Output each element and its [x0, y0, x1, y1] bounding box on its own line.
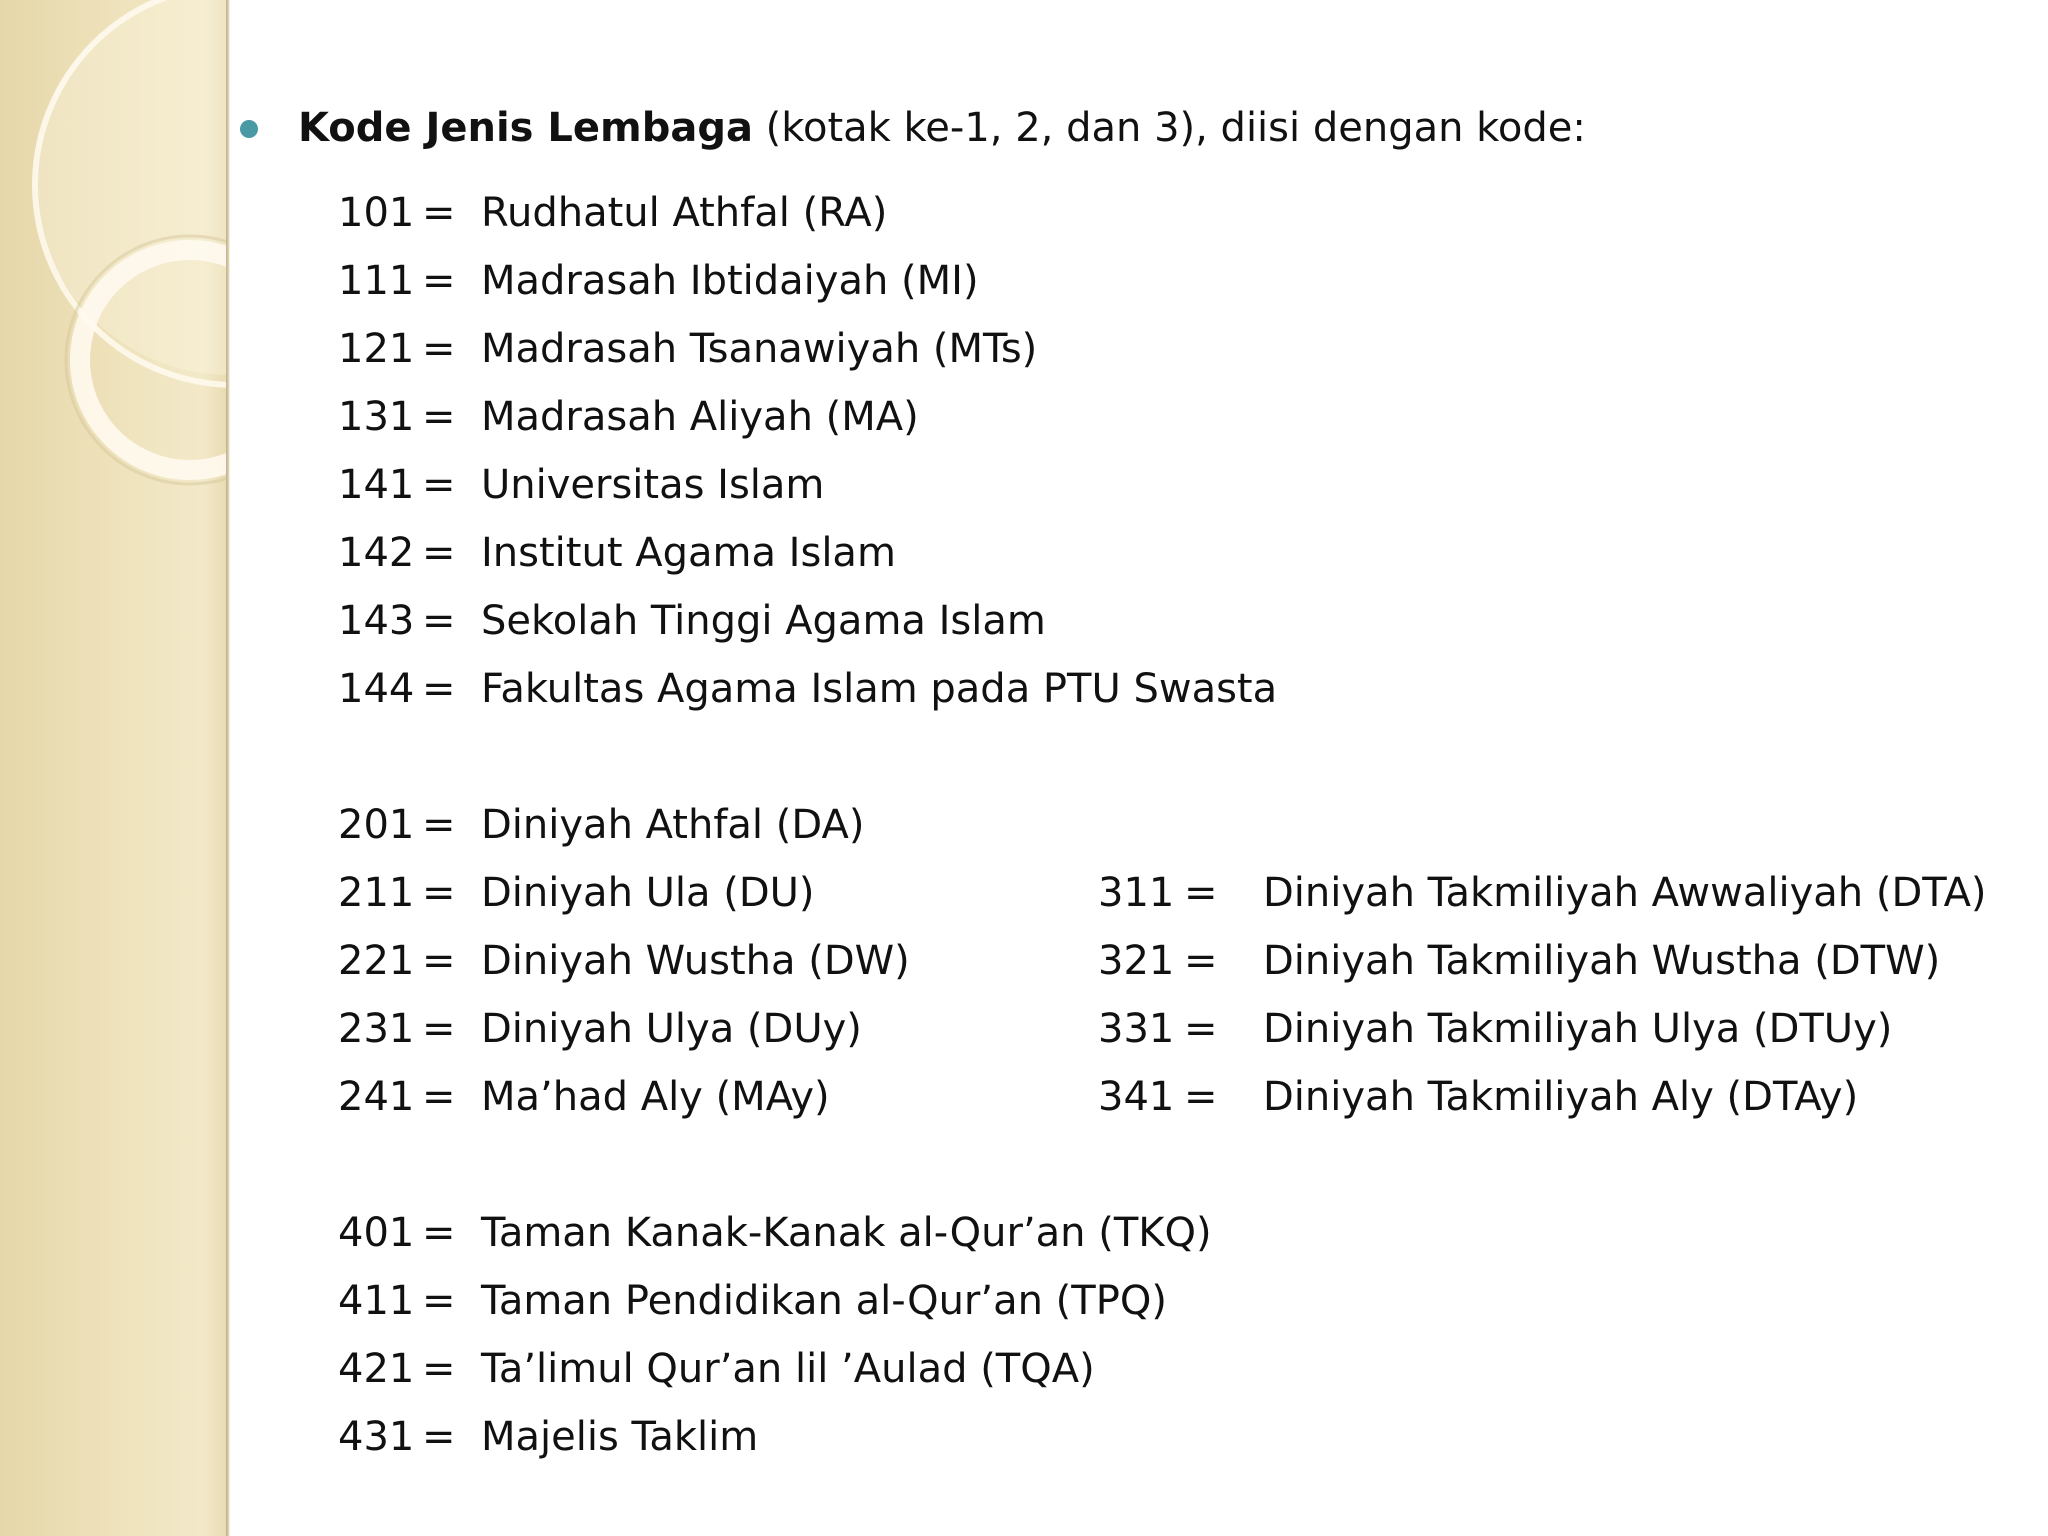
entry-label: Madrasah Ibtidaiyah (MI): [481, 258, 979, 304]
entry-separator: =: [422, 666, 456, 712]
entry-separator: =: [422, 190, 456, 236]
entry-code: 121: [338, 326, 415, 372]
entry-separator: =: [422, 938, 456, 984]
entry-label: Ta’limul Qur’an lil ’Aulad (TQA): [481, 1346, 1095, 1392]
entry-separator: =: [422, 1006, 456, 1052]
entry-label: Diniyah Athfal (DA): [481, 802, 865, 848]
entry-label: Diniyah Ulya (DUy): [481, 1006, 862, 1052]
entry-code: 142: [338, 530, 415, 576]
entry-label: Ma’had Aly (MAy): [481, 1074, 830, 1120]
decorative-rings-graphic: [0, 0, 226, 1536]
entry-code: 211: [338, 870, 415, 916]
entry-code: 111: [338, 258, 415, 304]
entry-label: Madrasah Aliyah (MA): [481, 394, 919, 440]
entry-code: 231: [338, 1006, 415, 1052]
entry-separator: =: [422, 1210, 456, 1256]
bullet-icon: [240, 120, 258, 138]
slide-heading: [298, 104, 1586, 152]
heading-text: (kotak ke-1, 2, dan 3), diisi dengan kode:: [752, 105, 1586, 151]
entry-label: Diniyah Takmiliyah Ulya (DTUy): [1263, 1006, 1893, 1052]
entry-code: 331: [1098, 1006, 1175, 1052]
entry-code: 221: [338, 938, 415, 984]
entry-label: Madrasah Tsanawiyah (MTs): [481, 326, 1038, 372]
entry-label: Diniyah Takmiliyah Wustha (DTW): [1263, 938, 1941, 984]
entry-separator: =: [422, 1278, 456, 1324]
entry-label: Taman Kanak-Kanak al-Qur’an (TKQ): [481, 1210, 1212, 1256]
entry-separator: =: [1184, 1006, 1218, 1052]
entry-code: 131: [338, 394, 415, 440]
entry-separator: =: [422, 258, 456, 304]
entry-code: 101: [338, 190, 415, 236]
entry-label: Institut Agama Islam: [481, 530, 896, 576]
entry-code: 144: [338, 666, 415, 712]
entry-separator: =: [422, 1414, 456, 1460]
entry-code: 341: [1098, 1074, 1175, 1120]
entry-label: Universitas Islam: [481, 462, 825, 508]
entry-code: 241: [338, 1074, 415, 1120]
entry-code: 321: [1098, 938, 1175, 984]
entry-label: Sekolah Tinggi Agama Islam: [481, 598, 1046, 644]
entry-code: 431: [338, 1414, 415, 1460]
entry-code: 411: [338, 1278, 415, 1324]
entry-separator: =: [1184, 1074, 1218, 1120]
entry-label: Fakultas Agama Islam pada PTU Swasta: [481, 666, 1278, 712]
entry-code: 311: [1098, 870, 1175, 916]
entry-code: 201: [338, 802, 415, 848]
entry-separator: =: [422, 1074, 456, 1120]
entry-code: 421: [338, 1346, 415, 1392]
entry-separator: =: [422, 598, 456, 644]
entry-separator: =: [422, 462, 456, 508]
entry-label: Majelis Taklim: [481, 1414, 759, 1460]
entry-label: Diniyah Takmiliyah Aly (DTAy): [1263, 1074, 1859, 1120]
entry-separator: =: [422, 326, 456, 372]
entry-code: 143: [338, 598, 415, 644]
entry-separator: =: [1184, 870, 1218, 916]
entry-label: Taman Pendidikan al-Qur’an (TPQ): [481, 1278, 1167, 1324]
entry-separator: =: [422, 1346, 456, 1392]
entry-separator: =: [422, 802, 456, 848]
sidebar-divider: [226, 0, 230, 1536]
entry-separator: =: [422, 394, 456, 440]
heading-bold: Kode Jenis Lembaga: [298, 105, 753, 151]
entry-separator: =: [422, 530, 456, 576]
decorative-sidebar: [0, 0, 226, 1536]
entry-label: Diniyah Takmiliyah Awwaliyah (DTA): [1263, 870, 1987, 916]
entry-separator: =: [422, 870, 456, 916]
entry-code: 141: [338, 462, 415, 508]
entry-separator: =: [1184, 938, 1218, 984]
entry-label: Rudhatul Athfal (RA): [481, 190, 888, 236]
entry-label: Diniyah Wustha (DW): [481, 938, 910, 984]
entry-code: 401: [338, 1210, 415, 1256]
entry-label: Diniyah Ula (DU): [481, 870, 815, 916]
